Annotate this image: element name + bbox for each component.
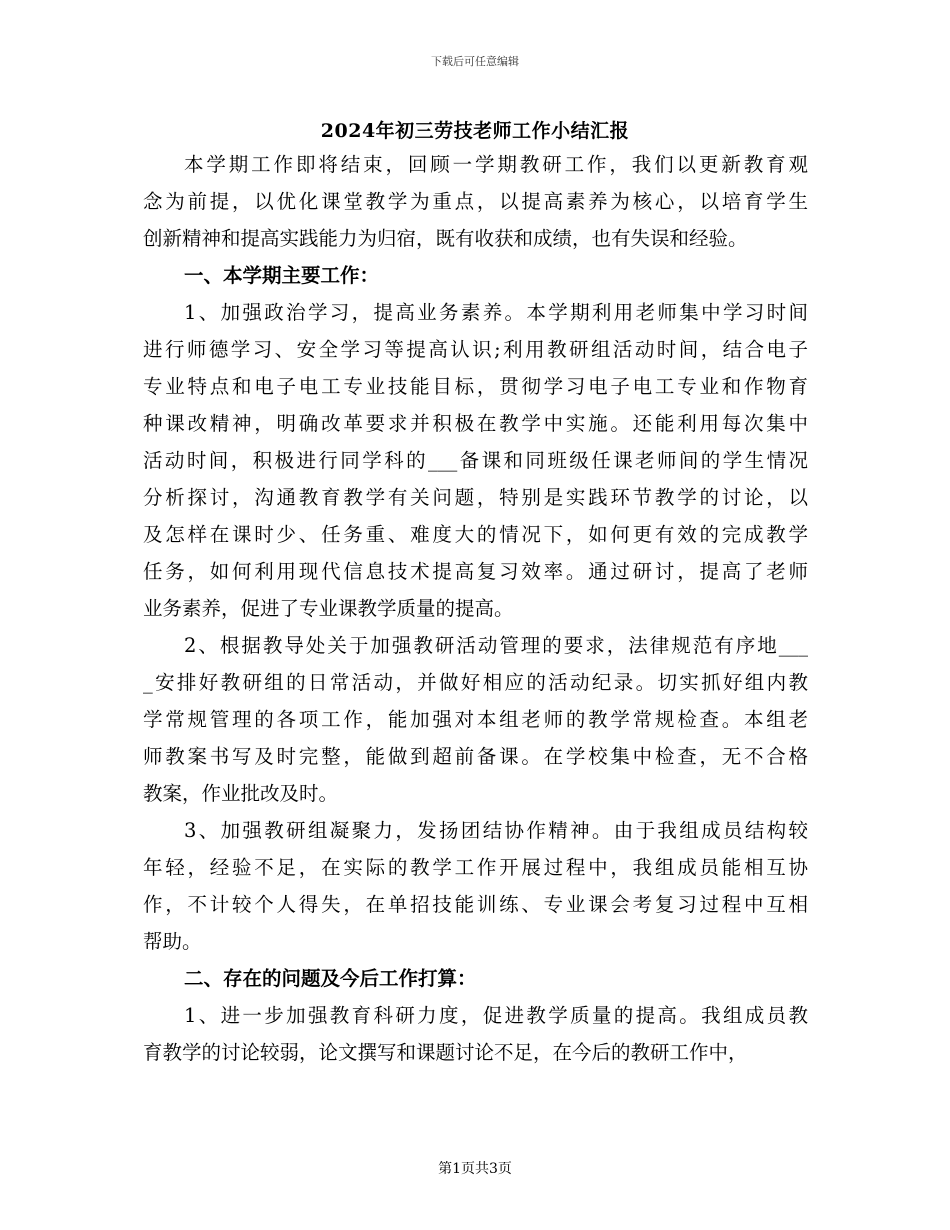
paragraph-line: 及怎样在课时少、任务重、难度大的情况下，如何更有效的完成教学 bbox=[143, 523, 808, 546]
paragraph-line: 活动时间，积极进行同学科的___备课和同班级任课老师间的学生情况 bbox=[143, 449, 808, 472]
document-body bbox=[143, 146, 808, 1071]
paragraph-line: 作，不计较个人得失，在单招技能训练、专业课会考复习过程中互相 bbox=[143, 893, 808, 916]
paragraph-line: 教案，作业批改及时。 bbox=[143, 782, 339, 805]
section-heading: 二、存在的问题及今后工作打算： bbox=[184, 967, 477, 990]
paragraph-line: 1、进一步加强教育科研力度，促进教学质量的提高。我组成员教 bbox=[184, 1004, 808, 1027]
paragraph-line: 念为前提，以优化课堂教学为重点，以提高素养为核心，以培育学生 bbox=[143, 190, 808, 213]
paragraph-line: 2、根据教导处关于加强教研活动管理的要求，法律规范有序地___ bbox=[184, 634, 808, 657]
paragraph-line: 年轻，经验不足，在实际的教学工作开展过程中，我组成员能相互协 bbox=[143, 856, 808, 879]
paragraph-line: 师教案书写及时完整，能做到超前备课。在学校集中检查，无不合格 bbox=[143, 745, 808, 768]
page-number: 第1页共3页 bbox=[438, 1161, 512, 1177]
header-note: 下载后可任意编辑 bbox=[431, 55, 519, 68]
paragraph-line: 本学期工作即将结束，回顾一学期教研工作，我们以更新教育观 bbox=[184, 153, 808, 176]
document-title: 2024年初三劳技老师工作小结汇报 bbox=[320, 120, 630, 142]
paragraph-line: 进行师德学习、安全学习等提高认识;利用教研组活动时间，结合电子 bbox=[143, 338, 808, 361]
paragraph-line: 创新精神和提高实践能力为归宿，既有收获和成绩，也有失误和经验。 bbox=[143, 227, 748, 250]
paragraph-line: 专业特点和电子电工专业技能目标，贯彻学习电子电工专业和作物育 bbox=[143, 375, 808, 398]
paragraph-line: 种课改精神，明确改革要求并积极在教学中实施。还能利用每次集中 bbox=[143, 412, 808, 435]
paragraph-line: _安排好教研组的日常活动，并做好相应的活动纪录。切实抓好组内教 bbox=[143, 671, 808, 694]
section-heading: 一、本学期主要工作： bbox=[184, 264, 380, 287]
paragraph-line: 育教学的讨论较弱，论文撰写和课题讨论不足，在今后的教研工作中， bbox=[143, 1041, 748, 1064]
paragraph-line: 业务素养，促进了专业课教学质量的提高。 bbox=[143, 597, 514, 620]
paragraph-line: 帮助。 bbox=[143, 930, 202, 953]
paragraph-line: 分析探讨，沟通教育教学有关问题，特别是实践环节教学的讨论，以 bbox=[143, 486, 808, 509]
paragraph-line: 1、加强政治学习，提高业务素养。本学期利用老师集中学习时间 bbox=[184, 301, 808, 324]
paragraph-line: 任务，如何利用现代信息技术提高复习效率。通过研讨，提高了老师 bbox=[143, 560, 808, 583]
paragraph-line: 学常规管理的各项工作，能加强对本组老师的教学常规检查。本组老 bbox=[143, 708, 808, 731]
paragraph-line: 3、加强教研组凝聚力，发扬团结协作精神。由于我组成员结构较 bbox=[184, 819, 808, 842]
